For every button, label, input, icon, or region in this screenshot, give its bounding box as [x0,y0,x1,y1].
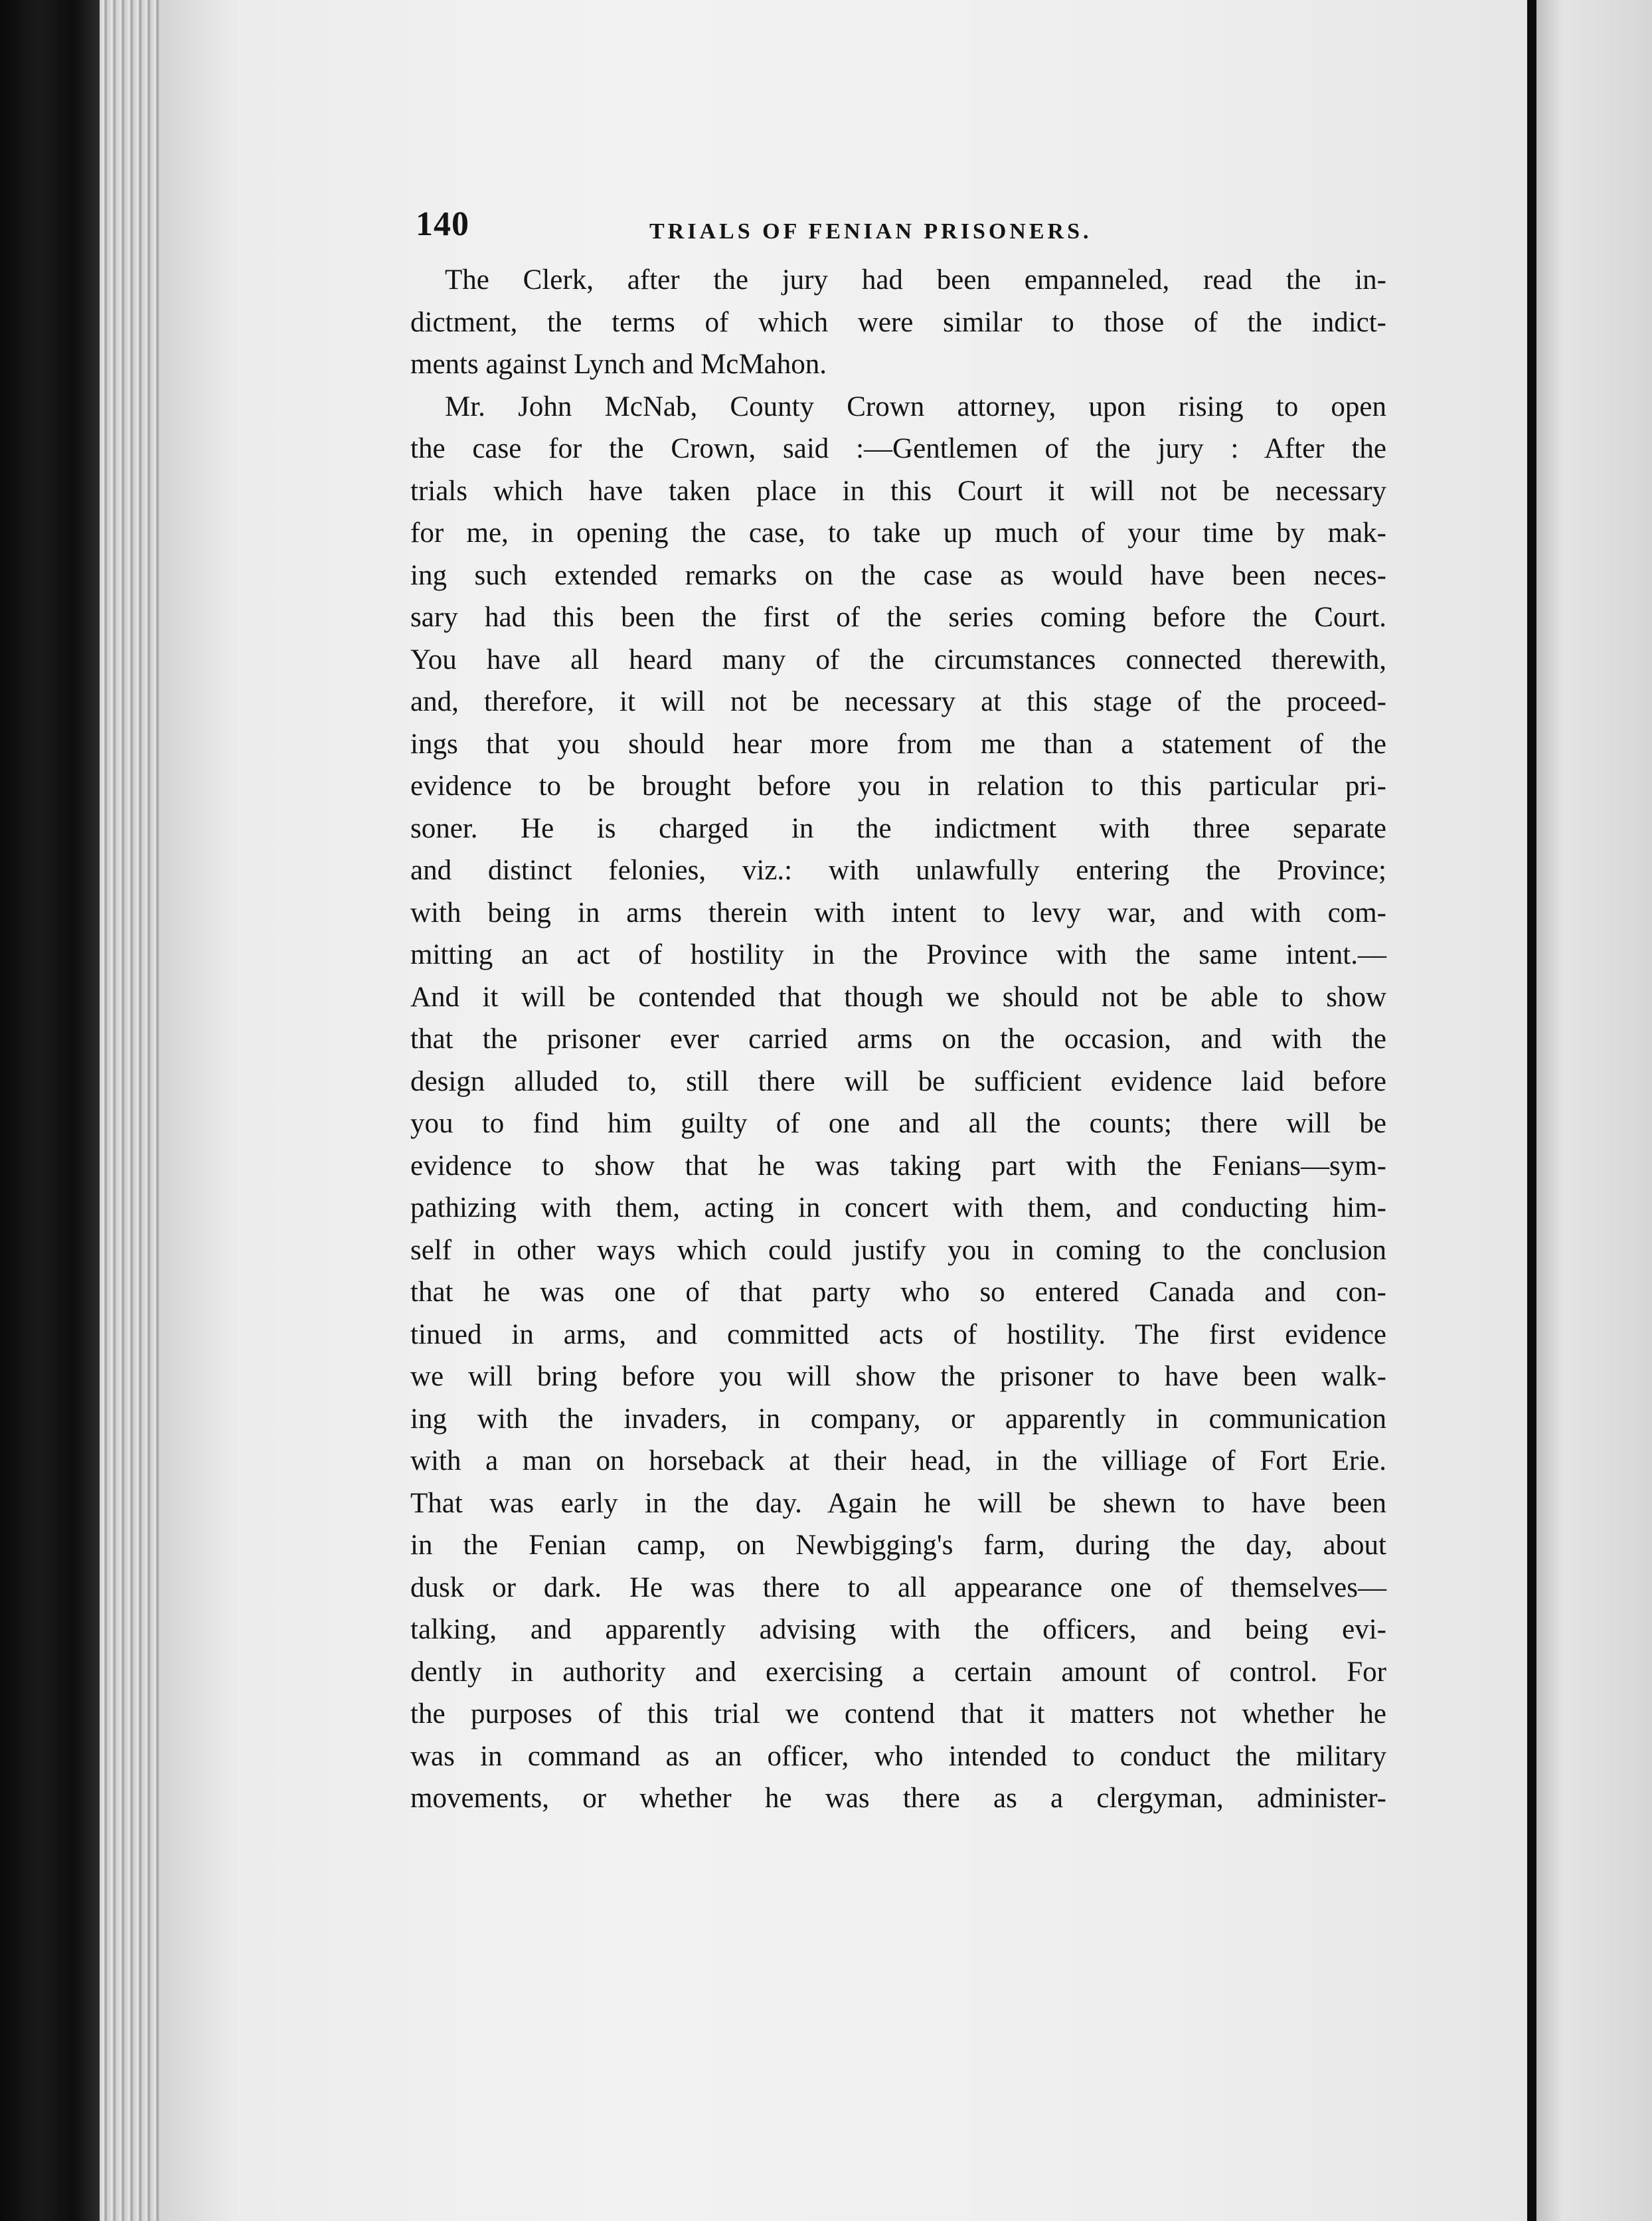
page-fold-shadow [1527,0,1536,2221]
text-line: mitting an act of hostility in the Province with the same intent.— [410,939,1386,970]
paragraph-1 [410,259,1386,386]
text-line: that the prisoner ever carried arms on the occasion, and with the [410,1023,1386,1055]
text-line: ments against Lynch and McMahon. [410,349,827,380]
text-line: evidence to be brought before you in relation to this particular pri- [410,770,1386,802]
text-line: the case for the Crown, said :—Gentlemen of the jury : After the [410,433,1386,464]
facing-page-edge [1536,0,1652,2221]
text-line: with being in arms therein with intent to levy war, and with com- [410,897,1386,929]
text-line: dusk or dark. He was there to all appearance one of themselves— [410,1571,1386,1603]
page-edges [100,0,163,2221]
paragraph-2 [410,386,1386,1820]
text-line: movements, or whether he was there as a clergyman, administer- [410,1783,1386,1814]
text-line: ing such extended remarks on the case as would have been neces- [410,559,1386,591]
text-line: pathizing with them, acting in concert with them, and conducting him- [410,1192,1386,1223]
text-line: in the Fenian camp, on Newbigging's farm, during the day, about [410,1530,1386,1561]
page-text-block [410,199,1386,1820]
text-line: that he was one of that party who so entered Canada and con- [410,1277,1386,1308]
text-line: You have all heard many of the circumstances connected therewith, [410,644,1386,675]
running-head [410,199,1386,259]
text-line: tinued in arms, and committed acts of hostility. The first evidence [410,1318,1386,1350]
text-line: That was early in the day. Again he will be shewn to have been [410,1487,1386,1519]
text-line: we will bring before you will show the prisoner to have been walk- [410,1361,1386,1392]
text-line: ing with the invaders, in company, or apparently in communication [410,1403,1386,1435]
text-line: ings that you should hear more from me than a statement of the [410,728,1386,760]
text-line: evidence to show that he was taking part with the Fenians—sym- [410,1150,1386,1182]
text-line: talking, and apparently advising with the officers, and being evi- [410,1614,1386,1645]
text-line: you to find him guilty of one and all the counts; there will be [410,1108,1386,1139]
text-line: and, therefore, it will not be necessary at this stage of the proceed- [410,686,1386,717]
text-line: was in command as an officer, who intended to conduct the military [410,1740,1386,1772]
text-line: soner. He is charged in the indictment with three separate [410,812,1386,844]
text-line: And it will be contended that though we should not be able to show [410,981,1386,1013]
text-line: the purposes of this trial we contend that it matters not whether he [410,1698,1386,1730]
text-line: design alluded to, still there will be sufficient evidence laid before [410,1065,1386,1097]
text-line: with a man on horseback at their head, in the villiage of Fort Erie. [410,1445,1386,1476]
text-line: dictment, the terms of which were similar to those of the indict- [410,306,1386,338]
text-line: The Clerk, after the jury had been empanneled, read the in- [445,264,1386,296]
running-title: TRIALS OF FENIAN PRISONERS. [649,219,1092,244]
text-line: trials which have taken place in this Court it will not be necessary [410,475,1386,507]
text-line: sary had this been the first of the series coming before the Court. [410,602,1386,633]
text-line: for me, in opening the case, to take up much of your time by mak- [410,517,1386,549]
text-line: and distinct felonies, viz.: with unlawfully entering the Province; [410,855,1386,886]
page-number: 140 [416,205,469,243]
text-line: self in other ways which could justify you in coming to the conclusion [410,1234,1386,1266]
text-line: dently in authority and exercising a certain amount of control. For [410,1656,1386,1688]
text-line: Mr. John McNab, County Crown attorney, upon rising to open [445,391,1386,422]
